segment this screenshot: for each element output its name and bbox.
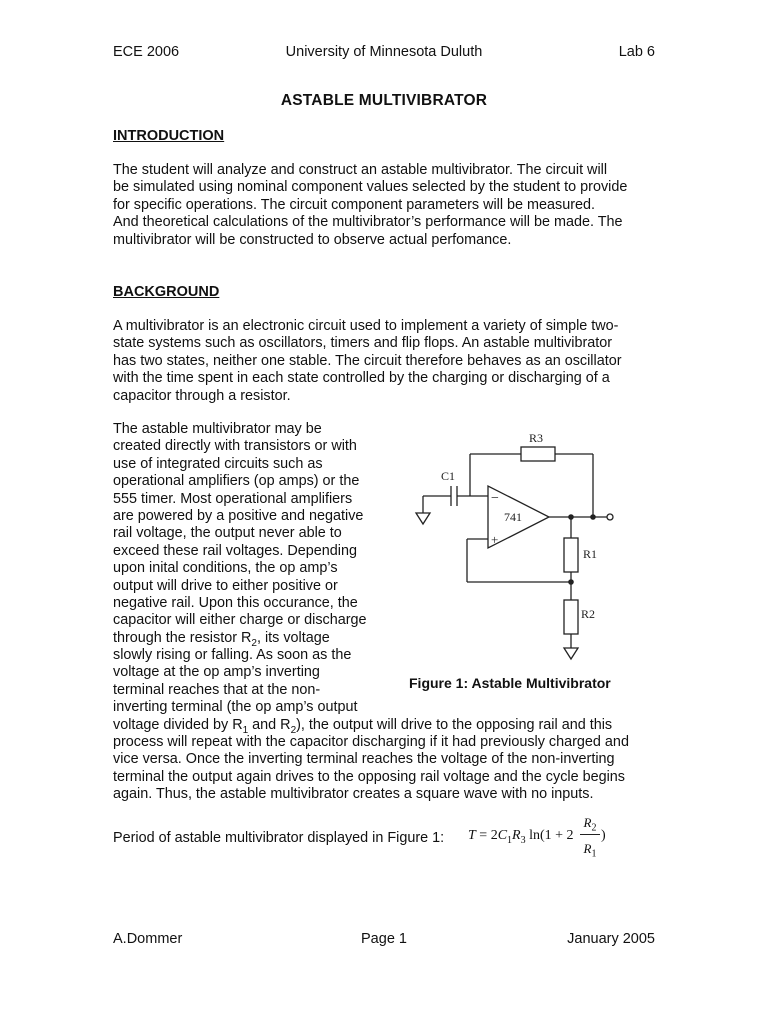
resistor-r3 (521, 447, 555, 461)
period-formula: $T = 2C_1R_3$ ln(1 + 2 (468, 828, 574, 846)
formula-fraction-bar (580, 834, 600, 835)
label-c1: C1 (441, 469, 456, 483)
resistor-r1 (564, 538, 578, 572)
ground-symbol-bottom (564, 648, 578, 659)
figure-caption: Figure 1: Astable Multivibrator (409, 675, 611, 691)
background-heading: BACKGROUND (113, 284, 220, 300)
label-741: 741 (504, 510, 522, 524)
ground-symbol-left (416, 513, 430, 524)
resistor-r2 (564, 600, 578, 634)
background-paragraph-2: The astable multivibrator may be created directly with transistors or with use of integrated circuits such as operational amplifiers (op amps) or the 555 timer. Most operational amplifiers are powered by a positive and negative rail voltage, the output never able to exceed these rail voltages. Depending upon inital conditions, the op amp’s output will drive to either positive or negative rail. Upon this occurance, the capacitor will either charge or discharge through the resistor $R_2$, its voltage slowly rising or falling. As soon as the voltage at the op amp’s inverting terminal reaches that at the non- inverting terminal (the op amp’s output voltage divided by $R_1$ and $R_2$), the output will drive to the opposing rail and this process will repeat with the capacitor discharging if it had previously charged and vice versa. Once the inverting terminal reaches the voltage of the non-inverting terminal the output again drives to the opposing rail voltage and the cycle begins again. Thus, the astable multivibrator creates a square wave with no inputs. (113, 421, 629, 803)
output-terminal (607, 514, 613, 520)
document-title: ASTABLE MULTIVIBRATOR (280, 92, 488, 109)
introduction-paragraph: The student will analyze and construct an astable multivibrator. The circuit will be simulated using nominal component values selected by the student to provide for specific operations. The circuit component parameters will be measured. And theoretical calculations of the multivibrator’s performance will be made. The multivibrator will be constructed to observe actual perfomance. (113, 162, 628, 248)
formula-numerator: $R_2$ (583, 815, 597, 834)
footer-page: Page 1 (361, 931, 407, 947)
introduction-heading: INTRODUCTION (113, 128, 225, 144)
period-text: Period of astable multivibrator displayed in Figure 1: (113, 830, 445, 846)
label-inverting: − (491, 491, 499, 506)
label-r3: R3 (529, 431, 544, 445)
footer-author: A.Dommer (113, 931, 183, 947)
header-university: University of Minnesota Duluth (285, 44, 483, 60)
footer-date: January 2005 (567, 931, 655, 947)
label-noninverting: + (491, 532, 499, 547)
formula-denominator: $R_1$ (583, 841, 597, 860)
formula-close-paren: ) (601, 828, 606, 843)
background-paragraph-1: A multivibrator is an electronic circuit used to implement a variety of simple two- state systems such as oscillators, timers and flip flops. An astable multivibrator has two states, neither one stable. The circuit therefore behaves as an oscillator with the time spent in each state controlled by the charging or discharging of a capacitor through a resistor. (113, 318, 622, 404)
header-course: ECE 2006 (113, 44, 180, 60)
astable-multivibrator-schematic (395, 420, 657, 670)
header-lab: Lab 6 (618, 44, 655, 60)
label-r1: R1 (583, 547, 598, 561)
label-r2: R2 (581, 607, 596, 621)
